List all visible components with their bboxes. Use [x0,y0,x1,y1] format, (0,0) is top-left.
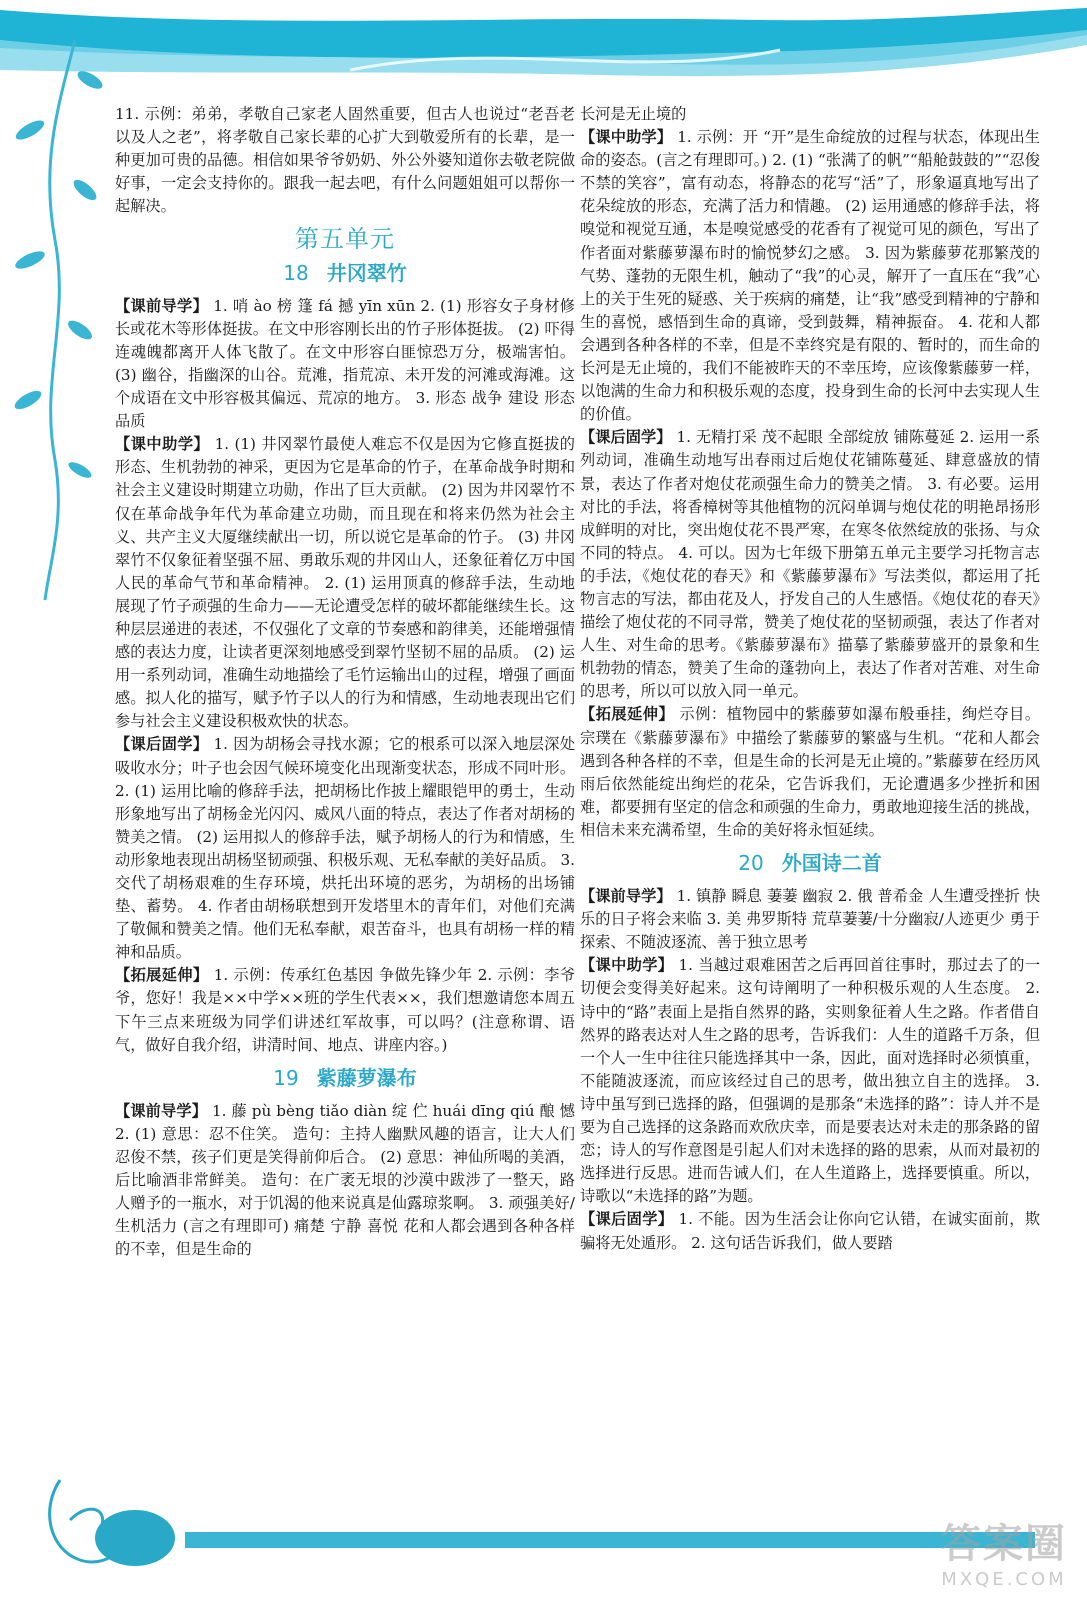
paragraph-text: 1. 无精打采 茂不起眼 全部绽放 铺陈蔓延 2. 运用一系列动词，准确生动地写出春雨过后炮仗花铺陈蔓延、肆意盛放的情景，表达了作者对炮仗花顽强生命力的赞美之情。 3. 有必要。运用对比的手法，将香樟树等其他植物的沉闷单调与炮仗花的明艳昂扬形成鲜明的对比，突出炮仗花不畏严寒，在寒冬依然绽放的张扬、与众不同的特点。 4. 可以。因为七年级下册第五单元主要学习托物言志的手法，《炮仗花的春天》和《紫藤萝瀑布》写法类似，都运用了托物言志的写法，都由花及人，抒发自己的人生感悟。《炮仗花的春天》描绘了炮仗花的不同寻常，赞美了炮仗花的坚韧顽强，表达了作者对人生、对生命的思考。《紫藤萝瀑布》描摹了紫藤萝盛开的景象和生机勃勃的情态，赞美了生命的蓬勃向上，表达了作者对苦难、对生命的思考，所以可以放入同一单元。 [580,428,1041,701]
tag-label: 【课中助学】 [580,128,673,147]
paragraph [580,703,1040,842]
paragraph-text: 1. 示例：开 “开”是生命绽放的过程与状态，体现出生命的姿态。(言之有理即可。) 2. (1) “张满了的帆”“船舱鼓鼓的”“忍俊不禁的笑容”，富有动态，将静态的花写“活”了，形象逼真地写出了花朵绽放的形态，充满了活力和情趣。 (2) 运用通感的修辞手法，将嗅觉和视觉互通，本是嗅觉感受的花香有了视觉可见的颜色，写出了作者面对紫藤萝瀑布时的愉悦梦幻之感。 3. 因为紫藤萝花那繁茂的气势、蓬勃的无限生机，触动了“我”的心灵，解开了一直压在“我”心上的关于生死的疑惑、关于疾病的痛楚，让“我”感受到精神的宁静和生的喜悦，感悟到生命的真谛，受到鼓舞，精神振奋。 4. 花和人都会遇到各种各样的不幸，但是不幸终究是有限的、暂时的，而生命的长河是无止境的，我们不能被昨天的不幸压垮，应该像紫藤萝一样，以饱满的生命力和积极乐观的态度，投身到生命的长河中去实现人生的价值。 [580,128,1040,424]
section-number: 18 [283,260,309,285]
paragraph-text: 1. 不能。因为生活会让你向它认错，在诚实面前，欺骗将无处遁形。 2. 这句话告诉我们，做人要踏 [580,1210,1041,1252]
tag-label: 【拓展延伸】 [580,705,675,724]
footer-decoration [0,1460,1087,1600]
paragraph-text: 1. 哨 ào 榜 篷 fá 撼 yīn xūn 2. (1) 形容女子身材修长或花木等形体挺拔。在文中形容刚长出的竹子形体挺拔。 (2) 吓得连魂魄都离开人体飞散了。在文中形容白匪惊恐万分，极端害怕。 (3) 幽谷，指幽深的山谷。荒滩，指荒凉、未开发的河滩或海滩。这个成语在文中形容极其偏远、荒凉的地方。 3. 形态 战争 建设 形态 品质 [115,296,575,431]
paragraph-text: 示例：植物园中的紫藤萝如瀑布般垂挂，绚烂夺目。宗璞在《紫藤萝瀑布》中描绘了紫藤萝的繁盛与生机。“花和人都会遇到各种各样的不幸，但是生命的长河是无止境的。”紫藤萝在经历风雨后依然能绽出绚烂的花朵，它告诉我们，无论遭遇多少挫折和困难，都要拥有坚定的信念和顽强的生命力，勇敢地迎接生活的挑战，相信未来充满希望，生命的美好将永恒延续。 [580,705,1041,839]
header-decoration [0,0,1087,95]
paragraph [115,733,575,964]
section-name: 紫藤萝瀑布 [316,1065,417,1090]
unit-title: 第五单元 [295,225,395,254]
paragraph [115,295,575,434]
paragraph [580,426,1040,703]
section-name: 外国诗二首 [781,851,882,875]
paragraph-text: 1. 因为胡杨会寻找水源；它的根系可以深入地层深处吸收水分；叶子也会因气候环境变化出现渐变状态，形成不同叶形。 2. (1) 运用比喻的修辞手法，把胡杨比作披上耀眼铠甲的勇士，生动形象地写出了胡杨金光闪闪、威风八面的特点，表达了作者对胡杨的赞美之情。 (2) 运用拟人的修辞手法，赋予胡杨人的行为和情感，生动形象地表现出胡杨坚韧顽强、积极乐观、无私奉献的美好品质。 3. 交代了胡杨艰难的生存环境，烘托出环境的恶劣，为胡杨的出场铺垫、蓄势。 4. 作者由胡杨联想到开发塔里木的青年们，对他们充满了敬佩和赞美之情。他们无私奉献，艰苦奋斗，也具有胡杨一样的精神和品质。 [115,735,576,962]
tag-label: 【课中助学】 [580,956,674,975]
section-number: 20 [738,851,764,875]
section-18-title [115,262,575,285]
paragraph-text: 1. 藤 pù bèng tiǎo diàn 绽 伫 huái dīng qiú 酿 憾 2. (1) 意思：忍不住笑。 造句：主持人幽默风趣的语言，让大人们忍俊不禁，孩子们更是笑得前仰后合。 (2) 意思：神仙所喝的美酒，后比喻酒非常鲜美。 造句：在广袤无垠的沙漠中跋涉了一整天，路人赠予的一瓶水，对于饥渴的他来说真是仙露琼浆啊。 3. 顽强美好/生机活力 (言之有理即可) 痛楚 宁静 喜悦 花和人都会遇到各种各样的不幸，但是生命的 [115,1101,575,1259]
section-name: 井冈翠竹 [326,260,407,285]
watermark-main: 答案圈 [941,1521,1067,1567]
tag-label: 【课前导学】 [580,887,672,906]
paragraph-text: 1. 示例：传承红色基因 争做先锋少年 2. 示例：李爷爷，您好！我是××中学××班的学生代表××，我们想邀请您本周五下午三点来班级为同学们讲述红军故事，可以吗？(注意称谓、语气，做好自我介绍，讲清时间、地点、讲座内容。) [115,966,576,1054]
right-column [580,103,1040,1255]
section-number: 19 [273,1065,299,1090]
watermark-sub: MXQE.COM [941,1569,1067,1590]
paragraph [580,885,1040,954]
tag-label: 【课后固学】 [580,1210,674,1229]
tag-label: 【课中助学】 [115,435,210,454]
tag-label: 【课前导学】 [115,1101,208,1120]
tag-label: 【课后固学】 [580,428,672,447]
section-20-title [580,852,1040,875]
section-19-title [115,1067,575,1090]
tag-label: 【课前导学】 [115,296,209,315]
intro-paragraph: 11. 示例：弟弟，孝敬自己家老人固然重要，但古人也说过“老吾老以及人之老”，将孝敬自己家长辈的心扩大到敬爱所有的长辈，是一种更加可贵的品德。相信如果爷爷奶奶、外公外婆知道你去敬老院做好事，一定会支持你的。跟我一起去吧，有什么问题姐姐可以帮你一起解决。 [115,105,575,216]
paragraph [115,433,575,733]
paragraph [580,954,1040,1208]
paragraph [115,1100,575,1262]
paragraph-text: 1. 当越过艰难困苦之后再回首往事时，那过去了的一切便会变得美好起来。这句诗阐明了一种积极乐观的人生态度。 2. 诗中的“路”表面上是指自然界的路，实则象征着人生之路。作者借自然界的路表达对人生之路的思考，告诉我们：人生的道路千万条，但一个人一生中往往只能选择其中一条，因此，面对选择时必须慎重，不能随波逐流，而应该经过自己的思考，做出独立自主的选择。 3. 诗中虽写到已选择的路，但强调的是那条“未选择的路”：诗人并不是要为自己选择的这条路而欢欣庆幸，而是要表达对未走的那条路的留恋；诗人的写作意图是引起人们对未选择的路的思索，从而对最初的选择进行反思。进而告诫人们，在人生道路上，选择要慎重。所以，诗歌以“未选择的路”为题。 [580,956,1041,1206]
continued-text: 长河是无止境的 [580,105,687,123]
paragraph [580,126,1040,426]
paragraph-text: 1. (1) 井冈翠竹最使人难忘不仅是因为它修直挺拔的形态、生机勃勃的神采，更因为它是革命的竹子，在革命战争时期和社会主义建设时期建立功勋，作出了巨大贡献。 (2) 因为井冈翠竹不仅在革命战争年代为革命建立功勋，而且现在和将来仍然为社会主义、共产主义大厦继续献出一切，所以说它是革命的竹子。 (3) 井冈翠竹不仅象征着坚强不屈、勇敢乐观的井冈山人，还象征着亿万中国人民的革命气节和革命精神。 2. (1) 运用顶真的修辞手法，生动地展现了竹子顽强的生命力——无论遭受怎样的破坏都能继续生长。这种层层递进的表述，不仅强化了文章的节奏感和韵律美，还能增强情感的表达力度，让读者更深刻地感受到翠竹坚韧不屈的品质。 (2) 运用一系列动词，准确生动地描绘了毛竹运输出山的过程，增强了画面感。拟人化的描写，赋予竹子以人的行为和情感，生动地表现出它们参与社会主义建设积极欢快的状态。 [115,435,575,731]
tag-label: 【课后固学】 [115,735,209,754]
vine-decoration [0,40,120,600]
tag-label: 【拓展延伸】 [115,966,209,985]
paragraph-text: 1. 镇静 瞬息 萋萋 幽寂 2. 俄 普希金 人生遭受挫折 快乐的日子将会来临 3. 美 弗罗斯特 荒草萋萋/十分幽寂/人迹更少 勇于探索、不随波逐流、善于独立思考 [580,887,1041,952]
left-column [115,103,575,1262]
paragraph [580,1208,1040,1254]
page-number: 118 [114,1465,156,1489]
paragraph [115,964,575,1056]
watermark [941,1512,1067,1590]
